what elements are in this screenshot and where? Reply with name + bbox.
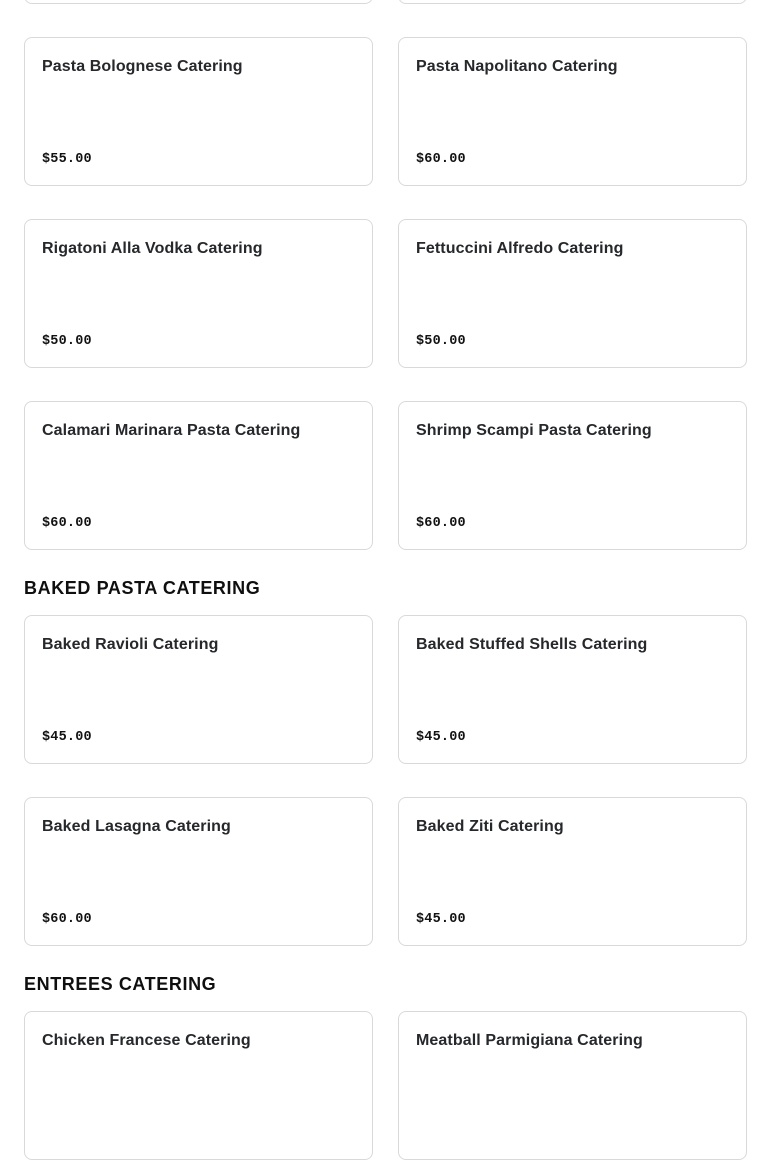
product-title: Pasta Bolognese Catering: [42, 58, 243, 75]
product-card-baked-lasagna[interactable]: [24, 797, 373, 946]
product-title: Baked Stuffed Shells Catering: [416, 636, 648, 653]
product-card-cropped[interactable]: [24, 0, 373, 4]
product-title: Baked Ravioli Catering: [42, 636, 219, 653]
entrees-catering-grid: [24, 1011, 747, 1160]
product-price: $50.00: [416, 334, 466, 349]
product-title: Shrimp Scampi Pasta Catering: [416, 422, 652, 439]
baked-pasta-catering-grid: [24, 615, 747, 946]
product-card-rigatoni-alla-vodka[interactable]: [24, 219, 373, 368]
product-price: $60.00: [42, 912, 92, 927]
section-heading-baked-pasta-catering: BAKED PASTA CATERING: [24, 578, 261, 598]
product-price: $50.00: [42, 334, 92, 349]
product-title: Fettuccini Alfredo Catering: [416, 240, 624, 257]
product-price: $45.00: [416, 730, 466, 745]
product-title: Baked Ziti Catering: [416, 818, 564, 835]
product-price: $45.00: [42, 730, 92, 745]
product-card-meatball-parmigiana[interactable]: [398, 1011, 747, 1160]
product-card-pasta-bolognese[interactable]: [24, 37, 373, 186]
product-card-baked-stuffed-shells[interactable]: [398, 615, 747, 764]
product-card-chicken-francese[interactable]: [24, 1011, 373, 1160]
product-price: $60.00: [416, 516, 466, 531]
product-card-shrimp-scampi[interactable]: [398, 401, 747, 550]
product-card-calamari-marinara[interactable]: [24, 401, 373, 550]
product-card-pasta-napolitano[interactable]: [398, 37, 747, 186]
product-card-cropped[interactable]: [398, 0, 747, 4]
product-price: $60.00: [42, 516, 92, 531]
product-price: $55.00: [42, 152, 92, 167]
pasta-catering-grid: [24, 0, 747, 550]
product-card-baked-ziti[interactable]: [398, 797, 747, 946]
product-price: $45.00: [416, 912, 466, 927]
product-price: $60.00: [416, 152, 466, 167]
product-title: Calamari Marinara Pasta Catering: [42, 422, 301, 439]
product-title: Meatball Parmigiana Catering: [416, 1032, 643, 1049]
product-card-fettuccini-alfredo[interactable]: [398, 219, 747, 368]
product-title: Chicken Francese Catering: [42, 1032, 251, 1049]
product-title: Baked Lasagna Catering: [42, 818, 231, 835]
product-title: Rigatoni Alla Vodka Catering: [42, 240, 263, 257]
section-heading-entrees-catering: ENTREES CATERING: [24, 974, 217, 994]
product-title: Pasta Napolitano Catering: [416, 58, 618, 75]
product-card-baked-ravioli[interactable]: [24, 615, 373, 764]
